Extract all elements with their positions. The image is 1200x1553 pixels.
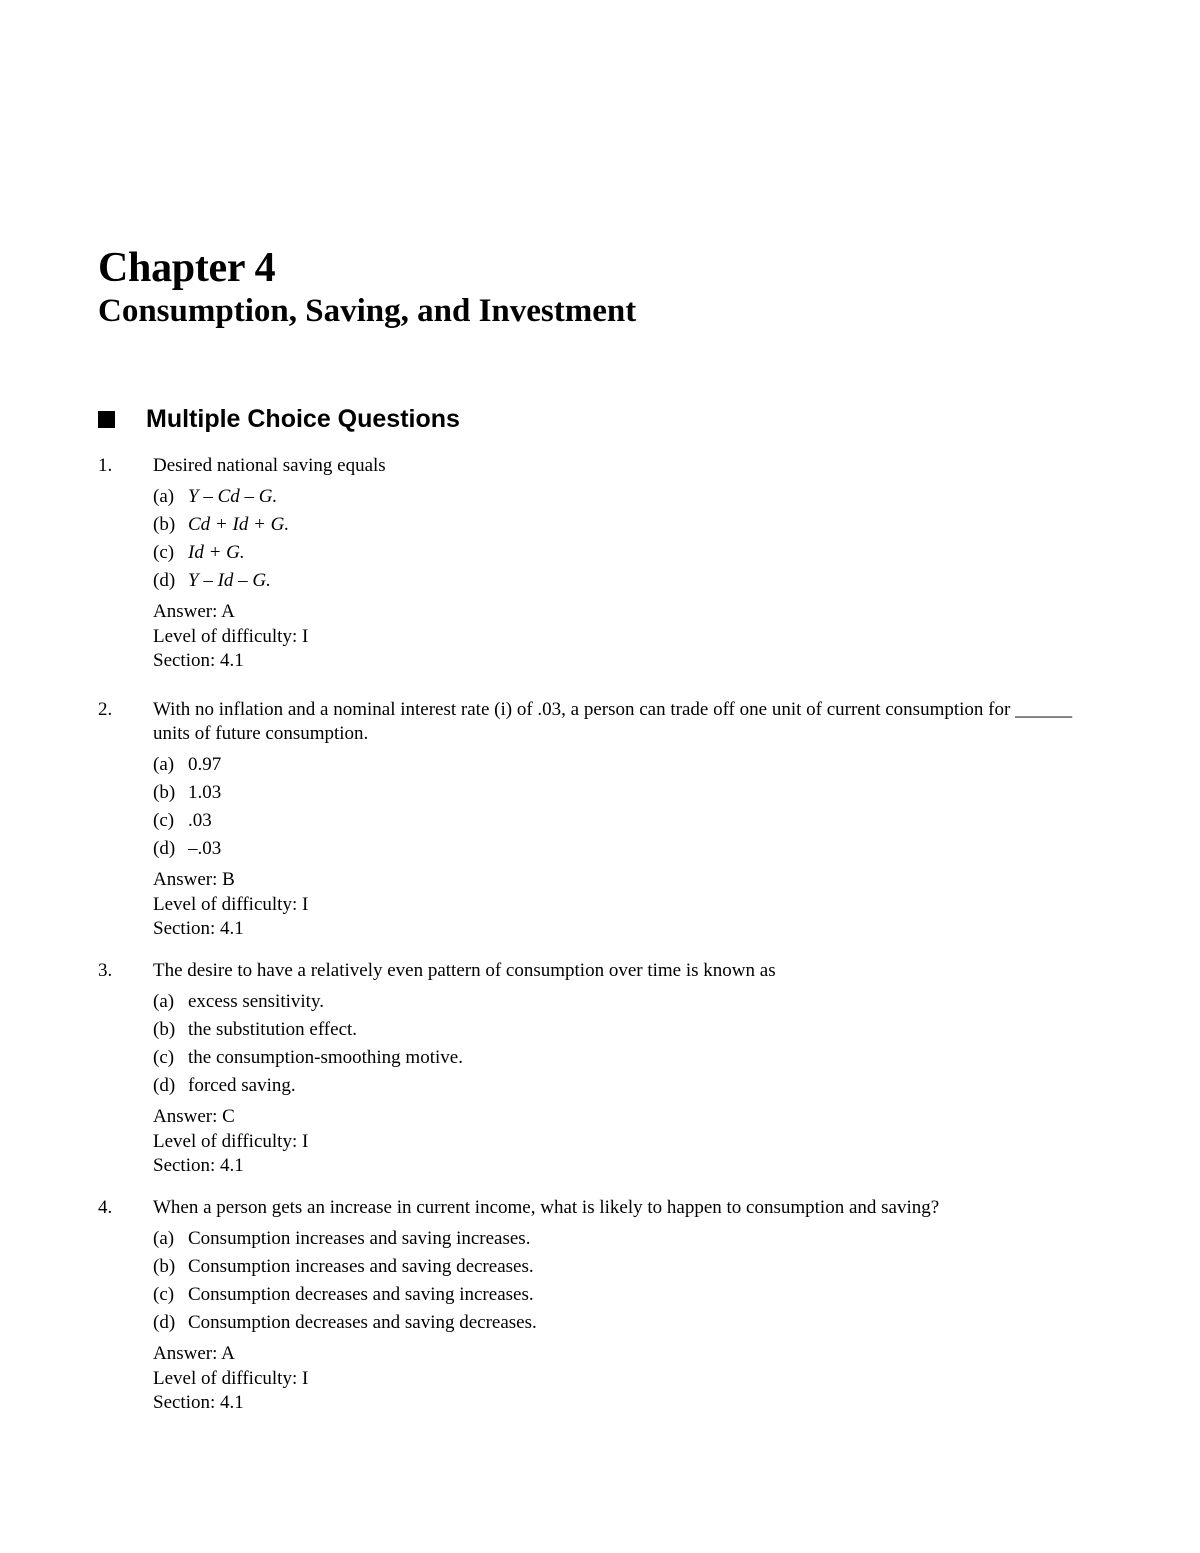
section-reference: Section: 4.1	[153, 1155, 244, 1176]
option-a	[153, 483, 1098, 511]
option-text: Consumption increases and saving increases.	[188, 1228, 531, 1249]
option-letter: (d)	[153, 570, 176, 591]
question-2	[98, 698, 1098, 942]
option-d	[153, 835, 1098, 863]
option-a	[153, 988, 1098, 1016]
square-bullet-icon	[98, 411, 115, 428]
answer-key: Answer: B	[153, 869, 235, 890]
question-4	[98, 1196, 1098, 1416]
section-reference: Section: 4.1	[153, 918, 244, 939]
option-text: the consumption-smoothing motive.	[188, 1047, 463, 1068]
option-letter: (b)	[153, 1256, 176, 1277]
option-letter: (b)	[153, 514, 176, 535]
option-d	[153, 1072, 1098, 1100]
option-text: Consumption decreases and saving decreases.	[188, 1312, 537, 1333]
answer-meta	[153, 600, 1098, 674]
answer-options	[153, 988, 1098, 1100]
answer-key: Answer: A	[153, 601, 235, 622]
section-heading-text: Multiple Choice Questions	[146, 404, 460, 433]
option-text: forced saving.	[188, 1075, 296, 1096]
question-number: 4.	[98, 1197, 113, 1218]
difficulty-level: Level of difficulty: I	[153, 1367, 309, 1389]
question-number: 2.	[98, 699, 113, 720]
option-letter: (c)	[153, 1047, 175, 1068]
answer-meta	[153, 868, 1098, 942]
option-letter: (d)	[153, 838, 176, 859]
option-a	[153, 751, 1098, 779]
answer-options	[153, 751, 1098, 863]
option-letter: (d)	[153, 1075, 176, 1096]
question-number: 3.	[98, 960, 113, 981]
option-b	[153, 779, 1098, 807]
option-text: .03	[188, 810, 212, 831]
option-letter: (a)	[153, 1228, 175, 1249]
option-d	[153, 567, 1098, 595]
option-b	[153, 1253, 1098, 1281]
answer-meta	[153, 1342, 1098, 1416]
answer-options	[153, 483, 1098, 595]
option-text: Y – Cd – G.	[188, 486, 278, 507]
section-reference: Section: 4.1	[153, 1392, 244, 1413]
answer-meta	[153, 1105, 1098, 1179]
option-letter: (c)	[153, 542, 175, 563]
chapter-title: Consumption, Saving, and Investment	[98, 293, 637, 329]
option-letter: (b)	[153, 782, 176, 803]
section-heading	[98, 401, 460, 437]
difficulty-level: Level of difficulty: I	[153, 625, 309, 647]
option-b	[153, 511, 1098, 539]
option-text: the substitution effect.	[188, 1019, 358, 1040]
option-text: Consumption decreases and saving increases.	[188, 1284, 534, 1305]
option-a	[153, 1225, 1098, 1253]
question-text: Desired national saving equals	[153, 455, 386, 476]
option-letter: (d)	[153, 1312, 176, 1333]
option-text: Cd + Id + G.	[188, 514, 290, 535]
option-letter: (a)	[153, 486, 175, 507]
answer-key: Answer: C	[153, 1106, 235, 1127]
option-letter: (a)	[153, 754, 175, 775]
difficulty-level: Level of difficulty: I	[153, 1130, 309, 1152]
answer-options	[153, 1225, 1098, 1337]
option-text: Y – Id – G.	[188, 570, 271, 591]
question-text: With no inflation and a nominal interest rate (i) of .03, a person can trade off one unit of current consumption for ______ units of future consumption.	[153, 699, 1073, 744]
question-3	[98, 959, 1098, 1179]
answer-key: Answer: A	[153, 1343, 235, 1364]
question-1	[98, 454, 1098, 674]
option-c	[153, 807, 1098, 835]
option-c	[153, 1044, 1098, 1072]
option-d	[153, 1309, 1098, 1337]
option-text: 0.97	[188, 754, 222, 775]
option-c	[153, 1281, 1098, 1309]
difficulty-level: Level of difficulty: I	[153, 893, 309, 915]
option-letter: (b)	[153, 1019, 176, 1040]
option-letter: (c)	[153, 1284, 175, 1305]
option-text: excess sensitivity.	[188, 991, 324, 1012]
option-b	[153, 1016, 1098, 1044]
option-c	[153, 539, 1098, 567]
question-text: When a person gets an increase in current income, what is likely to happen to consumption and saving?	[153, 1197, 940, 1218]
option-text: 1.03	[188, 782, 222, 803]
question-number: 1.	[98, 455, 113, 476]
option-text: Id + G.	[188, 542, 245, 563]
option-letter: (a)	[153, 991, 175, 1012]
section-reference: Section: 4.1	[153, 650, 244, 671]
chapter-number: Chapter 4	[98, 245, 276, 291]
question-text: The desire to have a relatively even pattern of consumption over time is known as	[153, 960, 776, 981]
option-text: Consumption increases and saving decreases.	[188, 1256, 534, 1277]
option-text: –.03	[188, 838, 222, 859]
option-letter: (c)	[153, 810, 175, 831]
